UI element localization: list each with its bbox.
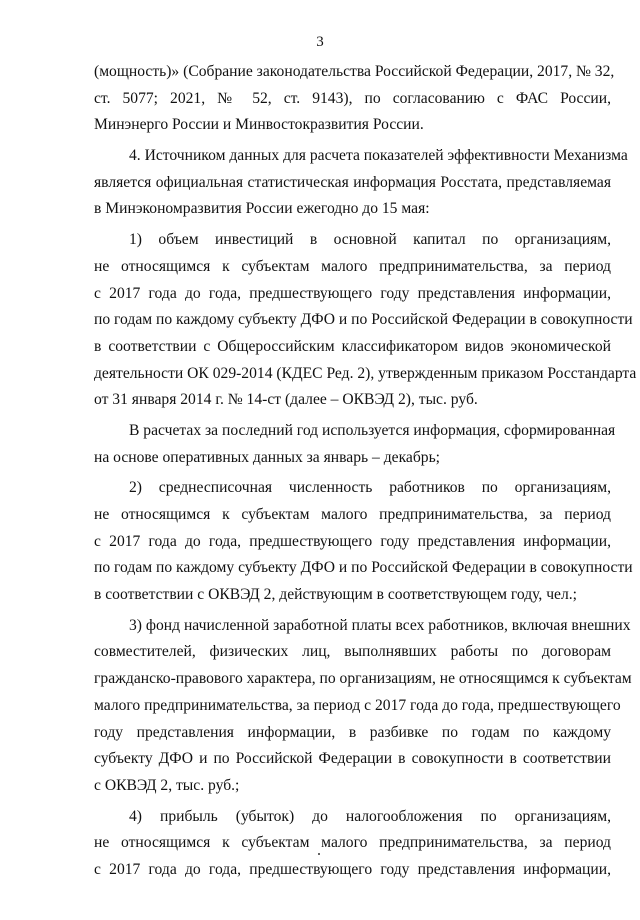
text-line: Минэнерго России и Минвостокразвития России. (94, 116, 424, 134)
text-line: с 2017 года до года, предшествующего году представления информации, (94, 532, 611, 550)
text-line: году представления информации, в разбивке по годам по каждому (94, 723, 611, 741)
text-line: не относящимся к субъектам малого предпринимательства, за период (94, 834, 611, 852)
text-line: по годам по каждому субъекту ДФО и по Российской Федерации в совокупности (94, 559, 633, 577)
text-line: является официальная статистическая информация Росстата, представляемая (94, 173, 611, 191)
text-line: в Минэкономразвития России ежегодно до 15 мая: (94, 200, 430, 218)
paragraph-continuation (94, 59, 615, 139)
text-line: от 31 января 2014 г. № 14-ст (далее – ОКВЭД 2), тыс. руб. (94, 391, 478, 409)
text-line: 2) среднесписочная численность работников по организациям, (129, 479, 611, 497)
text-line: гражданско-правового характера, по организациям, не относящимся к субъектам (94, 670, 632, 688)
text-line: субъекту ДФО и по Российской Федерации в совокупности в соответствии (94, 750, 611, 768)
text-line: не относящимся к субъектам малого предпринимательства, за период (94, 257, 611, 275)
paragraph-calculation-note (94, 418, 616, 471)
paragraph-item-3 (94, 613, 632, 800)
text-line: 3) фонд начисленной заработной платы всех работников, включая внешних (129, 616, 631, 634)
text-line: 1) объем инвестиций в основной капитал по организациям, (129, 231, 611, 249)
scan-mark (318, 853, 320, 855)
text-line: 4) прибыль (убыток) до налогообложения по организациям, (129, 807, 611, 825)
paragraph-item-2 (94, 475, 633, 608)
text-line: не относящимся к субъектам малого предпринимательства, за период (94, 506, 611, 523)
text-line: 4. Источником данных для расчета показателей эффективности Механизма (129, 147, 628, 165)
text-line: совместителей, физических лиц, выполнявших работы по договорам (94, 643, 611, 661)
text-line: деятельности ОК 029-2014 (КДЕС Ред. 2), утвержденным приказом Росстандарта (94, 364, 637, 382)
paragraph-section-4 (94, 143, 628, 223)
text-line: с 2017 года до года, предшествующего году представления информации, (94, 860, 611, 878)
document-body (94, 59, 637, 888)
text-line: ст. 5077; 2021, № 52, ст. 9143), по согласованию с ФАС России, (94, 89, 611, 107)
text-line: с 2017 года до года, предшествующего году представления информации, (94, 284, 611, 302)
paragraph-item-4 (94, 804, 611, 884)
text-line: в соответствии с Общероссийским классификатором видов экономической (94, 337, 611, 355)
paragraph-item-1 (94, 227, 637, 414)
text-line: (мощность)» (Собрание законодательства Российской Федерации, 2017, № 32, (94, 63, 615, 80)
text-line: малого предпринимательства, за период с 2017 года до года, предшествующего (94, 696, 621, 714)
text-line: на основе оперативных данных за январь – декабрь; (94, 448, 441, 466)
text-line: с ОКВЭД 2, тыс. руб.; (94, 776, 240, 794)
text-line: в соответствии с ОКВЭД 2, действующим в соответствующем году, чел.; (94, 586, 577, 604)
page-number: 3 (316, 34, 324, 50)
text-line: по годам по каждому субъекту ДФО и по Российской Федерации в совокупности (94, 311, 633, 329)
text-line: В расчетах за последний год используется информация, сформированная (129, 421, 616, 439)
